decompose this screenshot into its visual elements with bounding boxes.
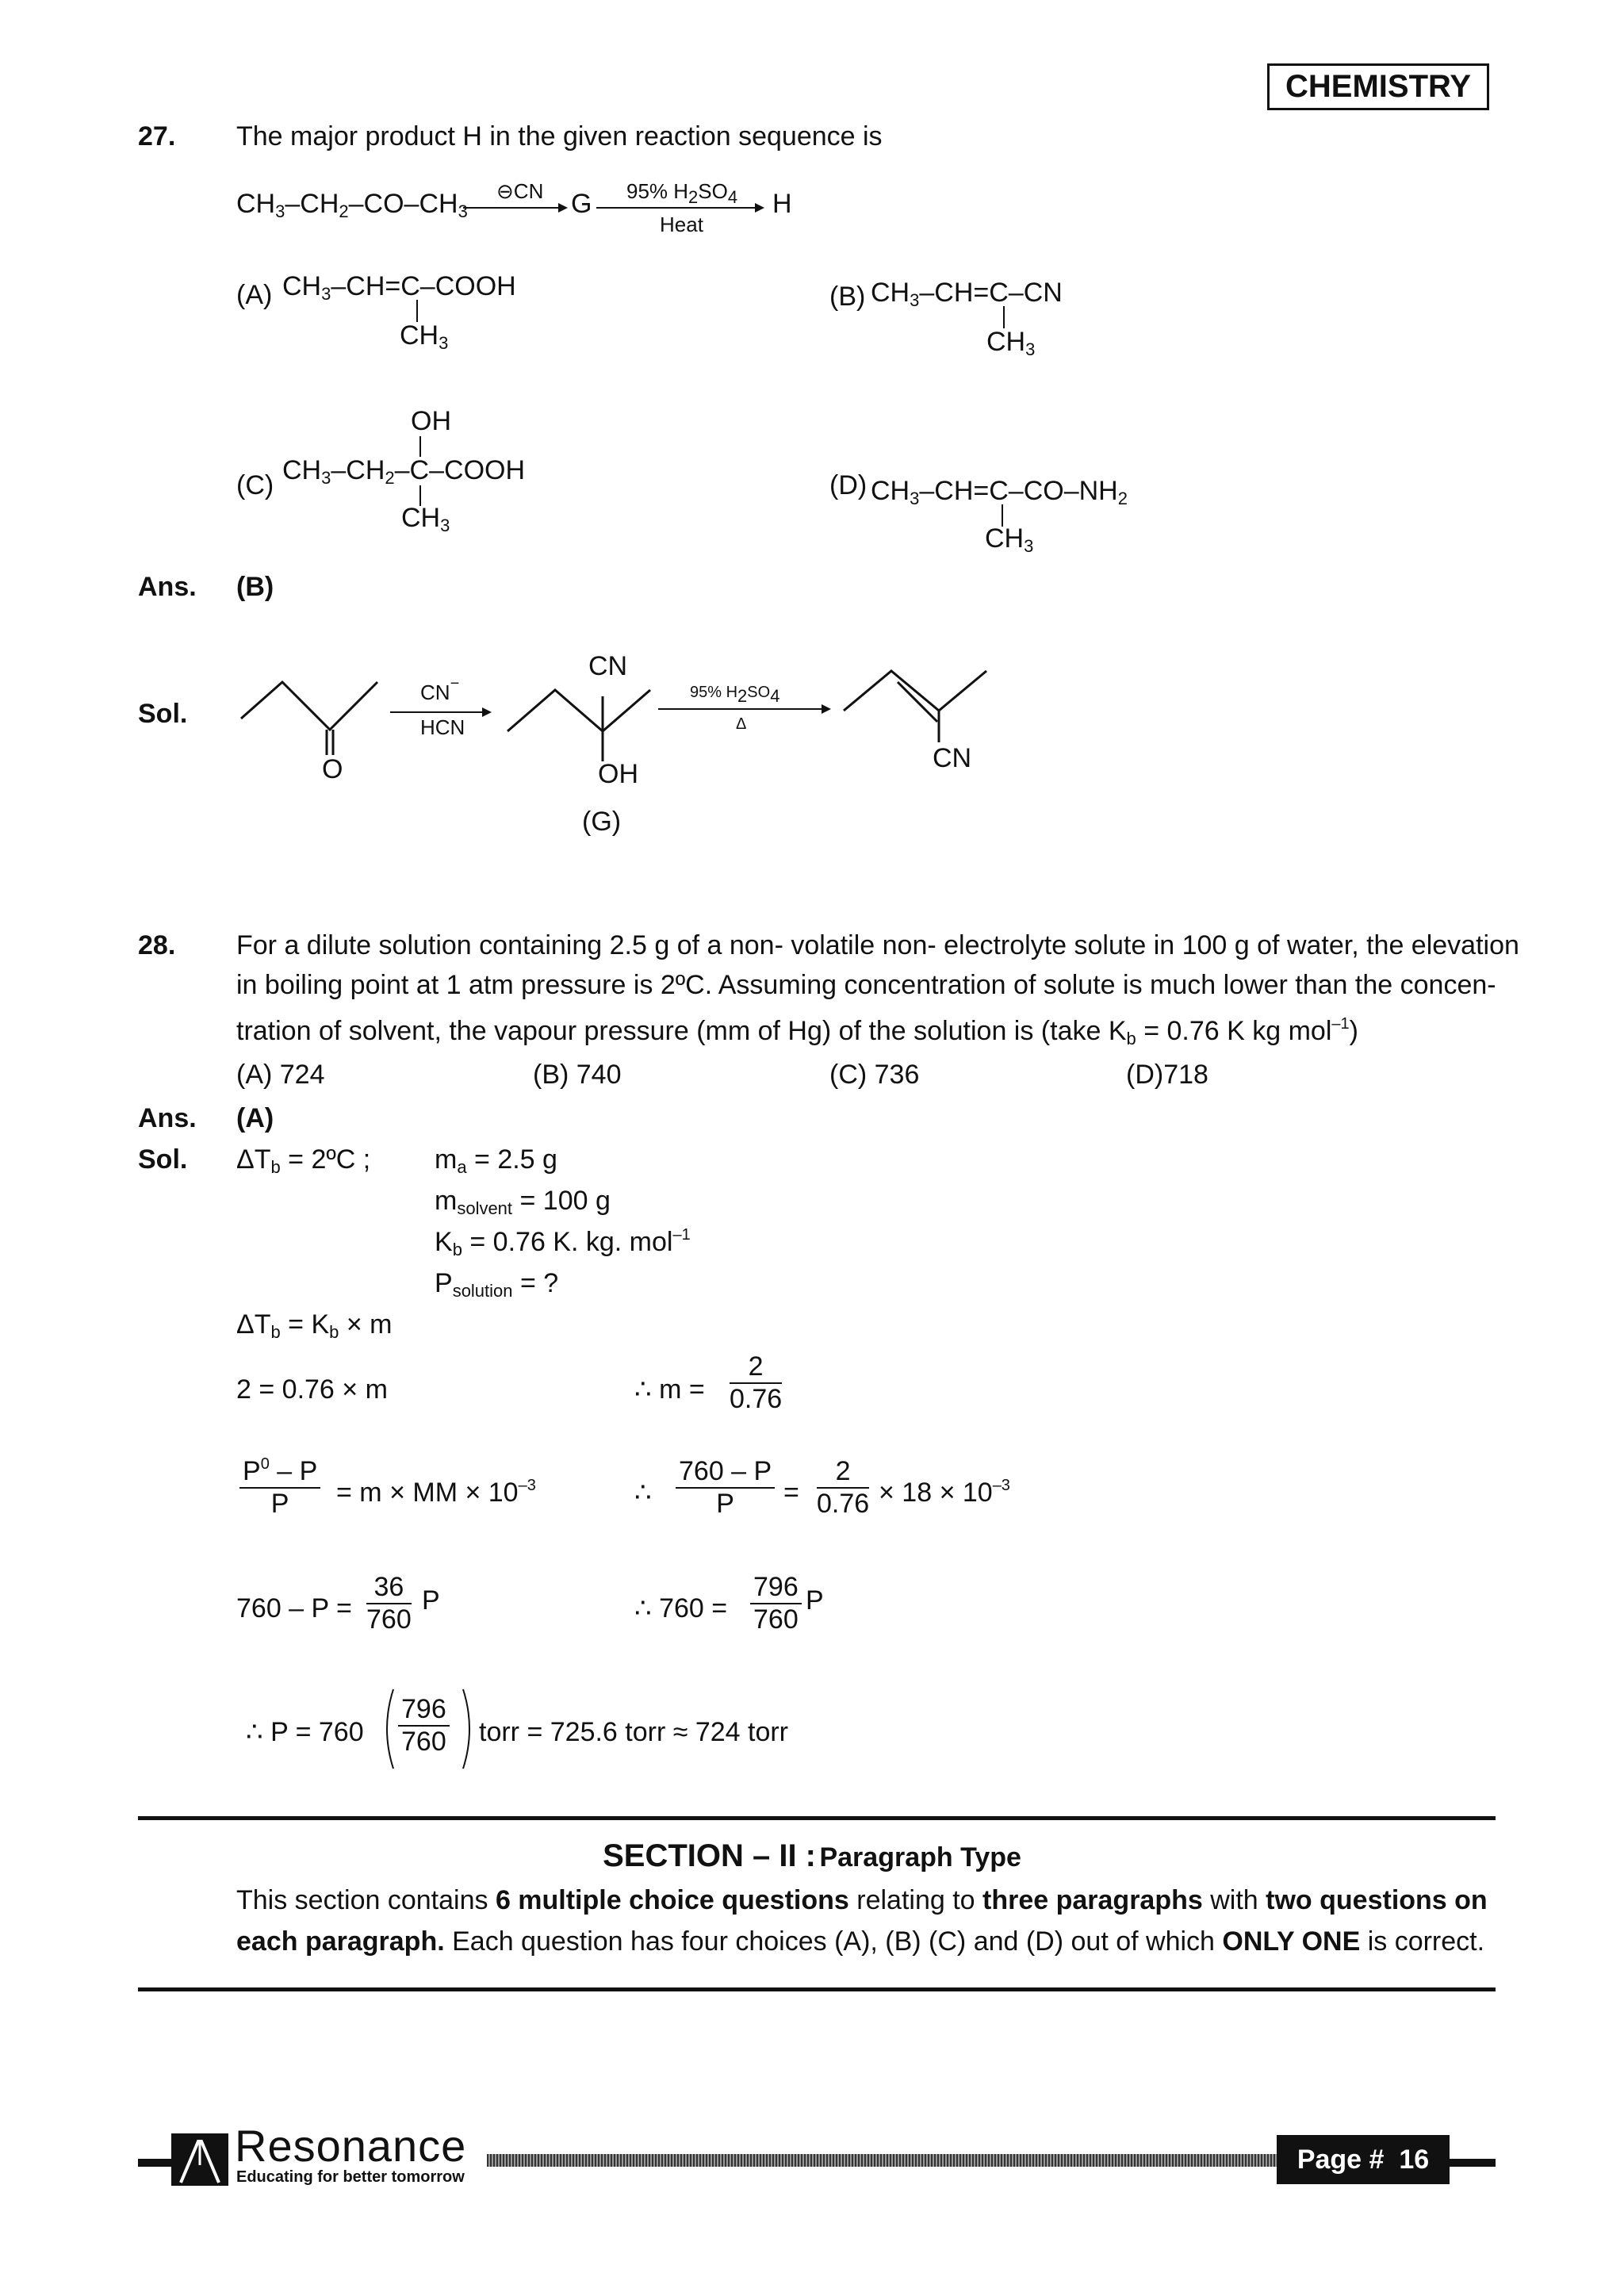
- q28-sol-label: Sol.: [138, 1144, 188, 1175]
- footer-tagline: Educating for better tomorrow: [236, 2168, 465, 2186]
- q27-option-c-main: $CH_3-CH_2-C$–COOH: [282, 455, 526, 488]
- section-line1: This section contains 6 multiple choice questions relating to three paragraphs with two questions on: [236, 1885, 1488, 1915]
- q27-reagent2: 95% $H_2SO_4$: [626, 179, 738, 207]
- sol28-frac-760p: $\frac{760 - P}{P}$: [676, 1456, 775, 1520]
- sol28-formula: $\Delta T_b = K_b \times m$: [236, 1309, 393, 1342]
- q27-ans-label: Ans.: [138, 572, 197, 602]
- sol28-frac-p: $\frac{P^0 - P}{P}$: [239, 1456, 320, 1520]
- q27-sol-label: Sol.: [138, 699, 188, 729]
- q27-option-d-main: $CH_3-CH=C-CO-NH_2$: [871, 476, 1128, 508]
- cyanohydrin-cn: CN: [588, 651, 628, 681]
- sol28-kb: $K_b = 0.76$ K. kg. mol$^{-1}$: [435, 1226, 691, 1259]
- subject-header: CHEMISTRY: [1267, 63, 1489, 110]
- sol27-heat: Δ: [736, 715, 747, 733]
- q28-option-d: (D)718: [1126, 1060, 1208, 1090]
- sol28-frac-final: $\frac{796}{760}$: [398, 1694, 450, 1757]
- product-structure: [841, 650, 991, 753]
- q27-option-a-main: $CH_3-CH=C$–COOH: [282, 271, 516, 304]
- sol27-reagent-cn: CN−: [420, 675, 460, 704]
- q27-option-c-sub: $CH_3$: [401, 503, 450, 535]
- q27-condition: Heat: [660, 213, 703, 236]
- q27-option-b-sub: $CH_3$: [986, 327, 1036, 359]
- sol28-frac-36-760: $\frac{36}{760}$: [366, 1572, 412, 1635]
- q27-intermediate: G: [571, 189, 592, 219]
- cyanohydrin-label-g: (G): [582, 807, 622, 837]
- section-bottom-rule: [138, 1987, 1496, 1991]
- sol28-equals: =: [783, 1478, 799, 1508]
- sol28-frac-796-760: $\frac{796}{760}$: [750, 1572, 802, 1635]
- sol28-final-lhs: ∴ P = 760: [246, 1717, 364, 1747]
- sol28-m-eq: ∴ m =: [634, 1374, 705, 1405]
- sol27-reagent-hcn: HCN: [420, 715, 465, 739]
- q27-option-b-label: (B): [829, 282, 866, 312]
- q27-option-b-main: $CH_3-CH=C-CN$: [871, 278, 1063, 310]
- q27-option-d-sub: $CH_3$: [985, 523, 1034, 556]
- cyanohydrin-structure: [504, 674, 655, 769]
- sol28-l4-p: P: [422, 1585, 440, 1616]
- q28-line3: tration of solvent, the vapour pressure (mm of Hg) of the solution is (take $K_b = 0.76$ K kg mol$^{-1}$): [236, 1015, 1358, 1048]
- footer-left-bar: [138, 2159, 171, 2167]
- q27-question: The major product H in the given reaction sequence is: [236, 121, 883, 151]
- sol28-eq1: 2 = 0.76 × m: [236, 1374, 388, 1405]
- sol28-msolvent: $m_{solvent} = 100$ g: [435, 1186, 611, 1218]
- sol28-psolution: $P_{solution}$ = ?: [435, 1268, 559, 1301]
- footer-brand: Resonance: [235, 2121, 467, 2171]
- product-cn: CN: [933, 743, 972, 773]
- q27-option-c-top: OH: [411, 406, 451, 436]
- section-title: SECTION – II : Paragraph Type: [603, 1838, 1021, 1873]
- q27-option-c-label: (C): [236, 470, 274, 500]
- q28-option-c: (C) 736: [829, 1060, 920, 1090]
- sol28-p-rhs: = m × MM × $10^{-3}$: [336, 1477, 536, 1508]
- q28-option-a: (A) 724: [236, 1060, 325, 1090]
- sol28-l4b-lhs: ∴ 760 =: [634, 1593, 728, 1623]
- sol28-therefore-1: ∴: [634, 1478, 652, 1508]
- q27-option-d-label: (D): [829, 470, 868, 500]
- q27-option-a-label: (A): [236, 280, 273, 310]
- sol28-final-rhs: torr = 725.6 torr ≈ 724 torr: [479, 1717, 789, 1747]
- q28-number: 28.: [138, 930, 176, 960]
- resonance-logo-icon: [171, 2133, 228, 2186]
- cyanohydrin-oh: OH: [598, 759, 638, 789]
- sol28-frac-m: $\frac{2}{0.76}$: [730, 1351, 783, 1414]
- q27-number: 27.: [138, 121, 176, 151]
- sol28-frac-2-076: $\frac{2}{0.76}$: [817, 1456, 870, 1519]
- sol28-l4-lhs: 760 – P =: [236, 1593, 352, 1623]
- q28-option-b: (B) 740: [533, 1060, 622, 1090]
- section-line2: each paragraph. Each question has four choices (A), (B) (C) and (D) out of which ONLY ONE is correct.: [236, 1926, 1485, 1957]
- q27-arrow1: [463, 203, 566, 219]
- q28-ans: (A): [236, 1103, 274, 1133]
- q28-ans-label: Ans.: [138, 1103, 197, 1133]
- q27-start: $CH_3-CH_2-CO-CH_3$: [236, 189, 468, 221]
- butanone-structure: [238, 666, 396, 769]
- footer-right-bar: [1450, 2159, 1496, 2167]
- butanone-oxygen: O: [322, 754, 343, 784]
- sol28-ma: $m_a = 2.5$ g: [435, 1144, 557, 1177]
- section-top-rule: [138, 1816, 1496, 1820]
- q28-line1: For a dilute solution containing 2.5 g of a non- volatile non- electrolyte solute in 100 g of water, the elevation: [236, 930, 1519, 960]
- q28-line2: in boiling point at 1 atm pressure is 2ºC. Assuming concentration of solute is much lower than the concen-: [236, 970, 1496, 1000]
- sol28-dtb: $\Delta T_b$ = 2ºC ;: [236, 1144, 371, 1177]
- q27-reagent1: ⊖CN: [496, 179, 544, 203]
- footer-rule: [487, 2154, 1277, 2167]
- page-number: Page # 16: [1277, 2135, 1450, 2184]
- sol27-reagent-acid: 95% $H_2SO_4$: [690, 684, 780, 706]
- sol28-l4b-p: P: [806, 1585, 824, 1616]
- sol28-f3-rhs: × $18 \times 10^{-3}$: [879, 1477, 1010, 1508]
- q27-product: H: [772, 189, 792, 219]
- q27-option-a-sub: $CH_3$: [400, 320, 449, 353]
- q27-ans: (B): [236, 572, 274, 602]
